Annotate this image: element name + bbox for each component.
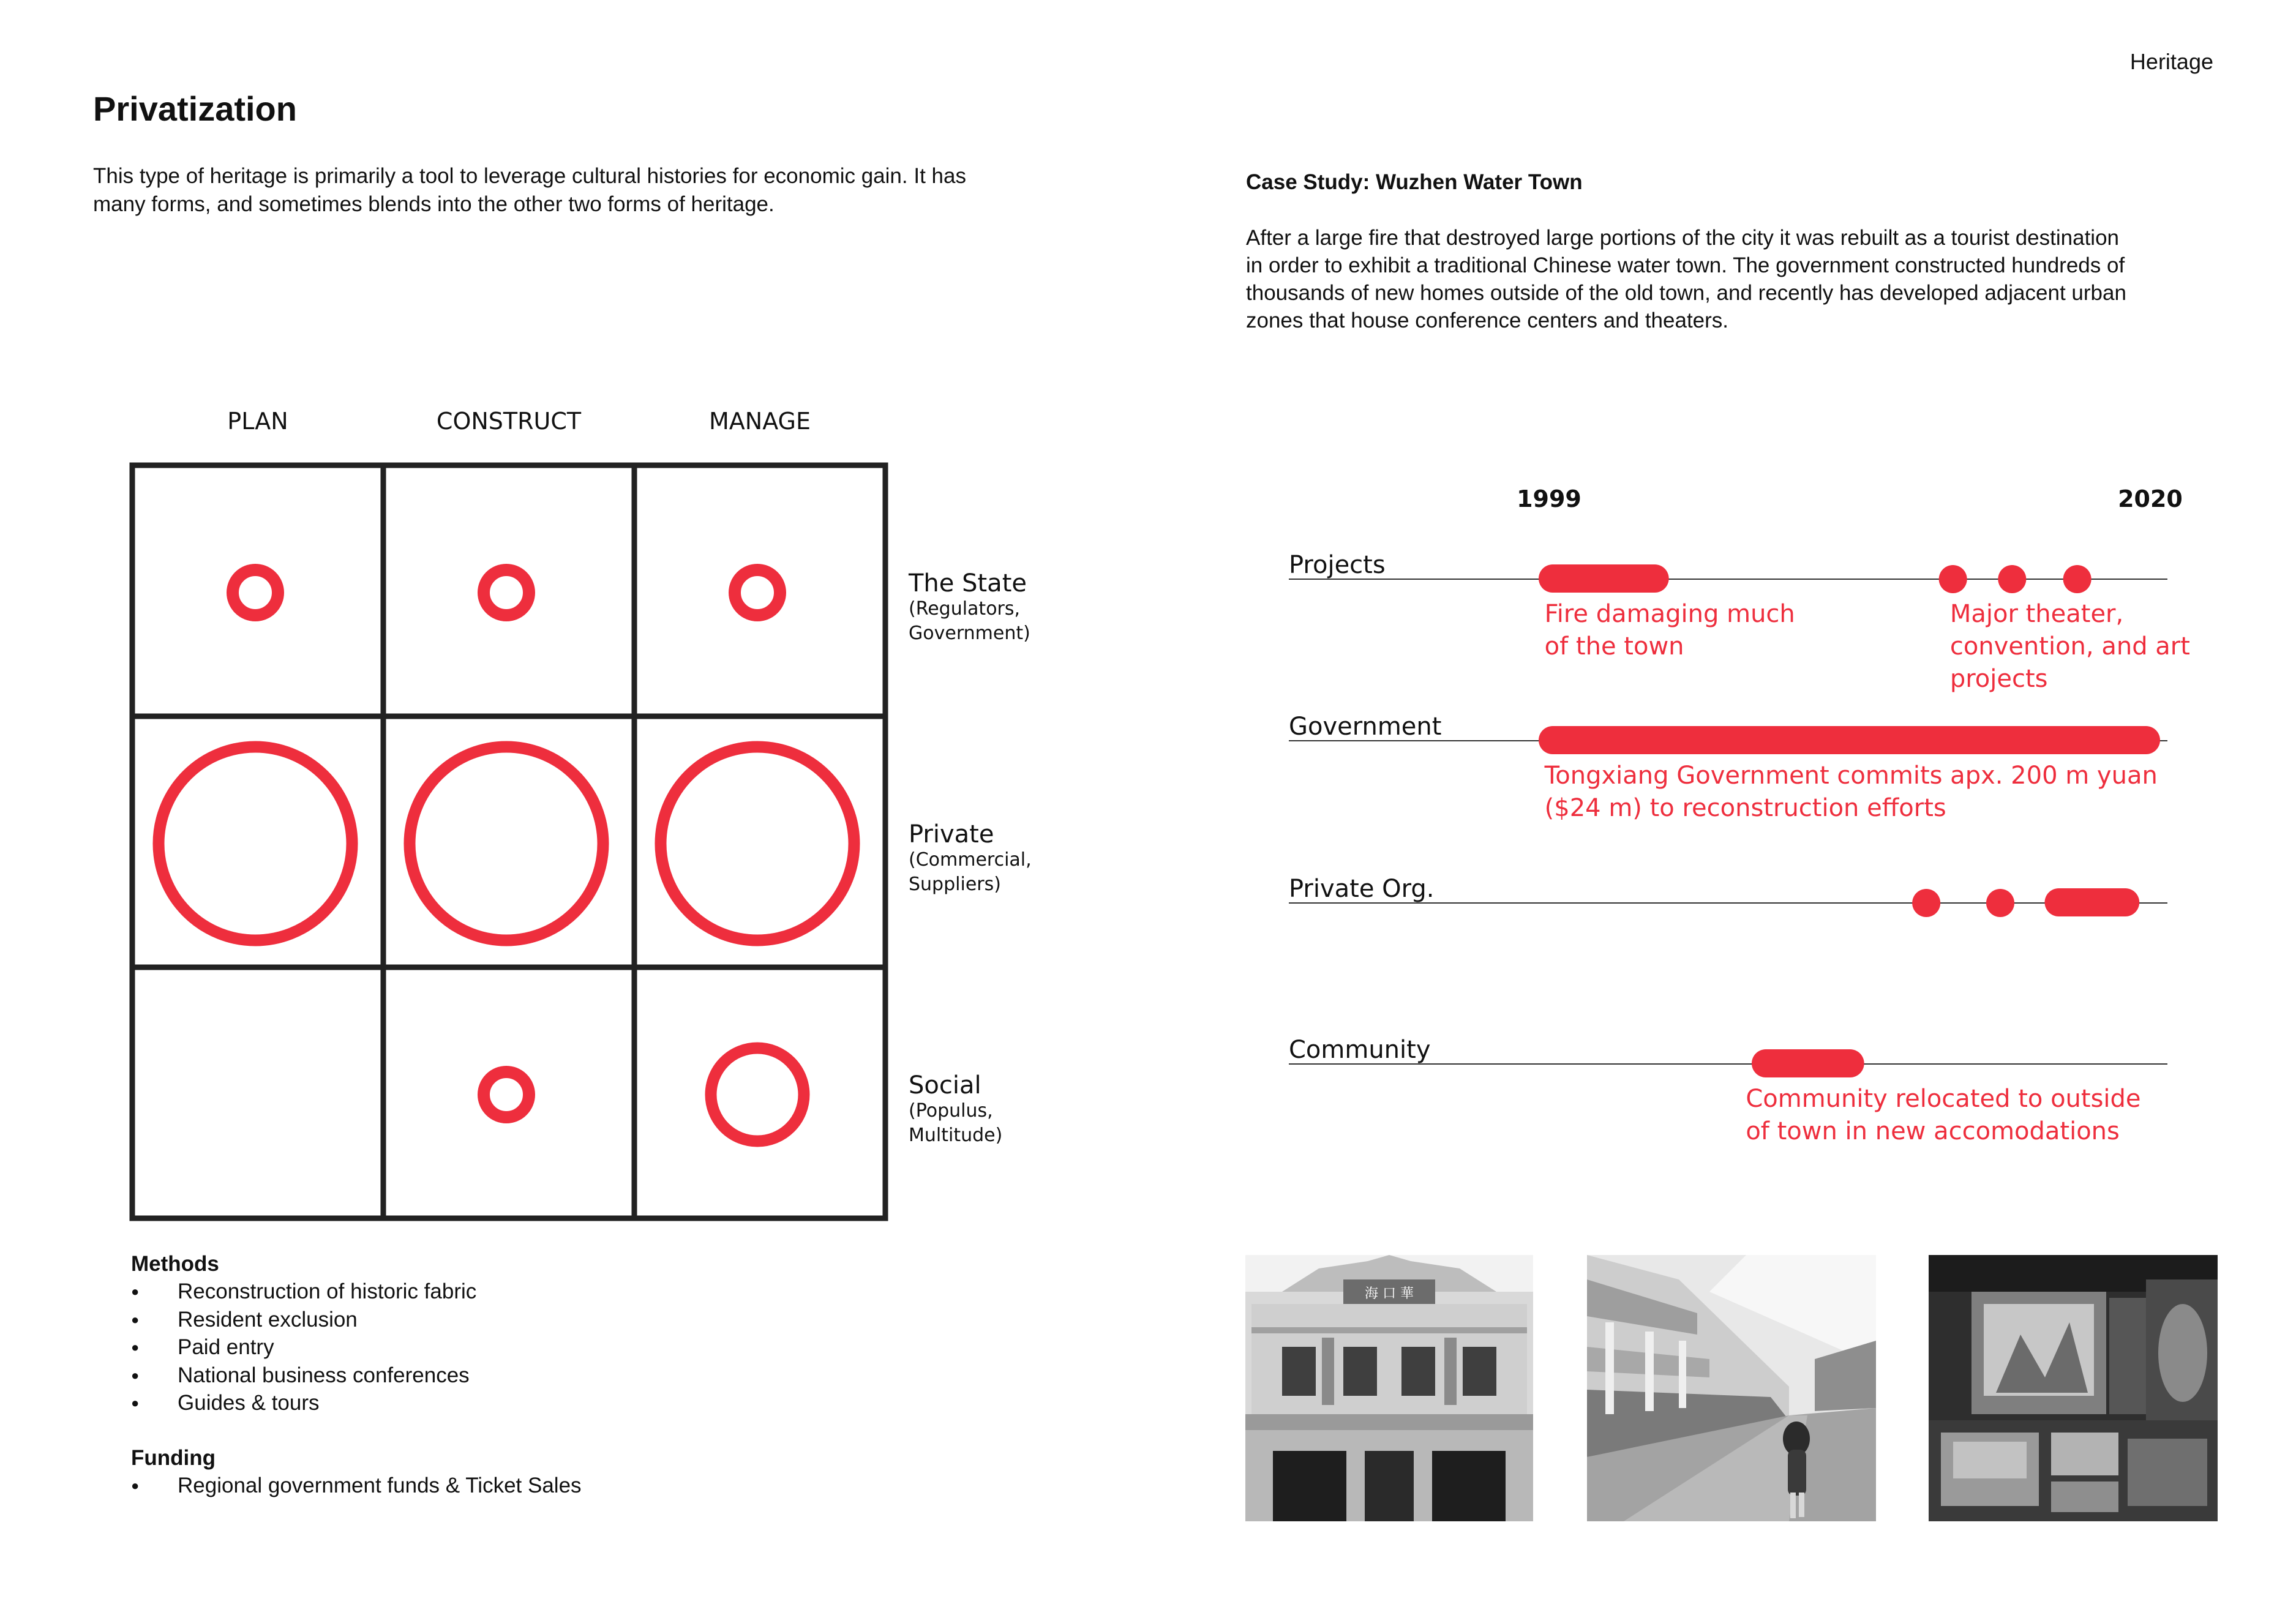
methods-list: [131, 1278, 1049, 1417]
timeline-note-line: Fire damaging much: [1544, 600, 1795, 628]
methods-heading: Methods: [131, 1252, 219, 1276]
case-study-line: After a large fire that destroyed large portions of the city it was rebuilt as a tourist destination: [1246, 226, 2120, 250]
timeline-bar: [1752, 1049, 1864, 1077]
track-label-government: Government: [1289, 713, 1442, 741]
involvement-circle-small: [735, 570, 780, 615]
building-facade-illustration: [1245, 1255, 1533, 1521]
header-label: Heritage: [2129, 49, 2213, 74]
timeline-bar: [1539, 564, 1669, 593]
track-label-private-org: Private Org.: [1289, 875, 1435, 903]
list-item: ● Regional government funds & Ticket Sales: [131, 1472, 1049, 1500]
involvement-circle-small: [484, 1072, 529, 1117]
street-illustration: [1587, 1255, 1876, 1521]
timeline-chart: [1225, 453, 2235, 1175]
page-title: Privatization: [93, 89, 297, 128]
list-item: ● National business conferences: [131, 1362, 1049, 1390]
timeline-bar: [2045, 888, 2140, 916]
track-label-projects: Projects: [1289, 551, 1386, 579]
timeline-note-line: Major theater,: [1949, 600, 2124, 628]
involvement-circle-small: [233, 570, 278, 615]
timeline-note-line: of the town: [1544, 632, 1684, 661]
timeline-bar: [1539, 726, 2160, 754]
case-study-title: Case Study: Wuzhen Water Town: [1246, 170, 1583, 194]
list-item: ● Reconstruction of historic fabric: [131, 1278, 1049, 1306]
involvement-circle-large: [661, 747, 854, 940]
row-label-social: Social: [909, 1071, 981, 1099]
row-sublabel: Suppliers): [909, 874, 1001, 895]
facade-sign: 海 口 華: [1365, 1286, 1414, 1302]
intro-line: This type of heritage is primarily a tool to leverage cultural histories for economic gain. It has: [93, 164, 966, 188]
involvement-circle-medium: [711, 1048, 804, 1141]
timeline-end-year: 2020: [2118, 485, 2183, 512]
timeline-dot: [1986, 889, 2014, 917]
photo-exhibit: [1929, 1255, 2218, 1521]
list-item: ● Resident exclusion: [131, 1306, 1049, 1334]
photo-building-facade: [1245, 1255, 1533, 1521]
row-label-private: Private: [909, 820, 994, 848]
timeline-note-line: projects: [1949, 665, 2048, 693]
case-study-line: in order to exhibit a traditional Chinese water town. The government constructed hundreds of: [1246, 253, 2125, 277]
timeline-note-line: ($24 m) to reconstruction efforts: [1544, 794, 1946, 822]
timeline-dot: [1912, 889, 1940, 917]
case-study-line: thousands of new homes outside of the old town, and recently has developed adjacent urban: [1246, 281, 2126, 305]
row-label-the-state: The State: [909, 569, 1027, 597]
timeline-dot: [1939, 565, 1967, 593]
row-sublabel: (Commercial,: [909, 849, 1032, 871]
timeline-dot: [2063, 565, 2092, 593]
timeline-note-line: Tongxiang Government commits apx. 200 m yuan: [1544, 762, 2158, 790]
exhibit-illustration: [1929, 1255, 2218, 1521]
list-item: ● Guides & tours: [131, 1389, 1049, 1417]
column-header-manage: MANAGE: [709, 408, 811, 435]
row-sublabel: (Populus,: [909, 1100, 993, 1122]
column-header-construct: CONSTRUCT: [436, 408, 582, 435]
photo-street: [1587, 1255, 1876, 1521]
case-study-body: [1246, 224, 2250, 334]
intro-line: many forms, and sometimes blends into the other two forms of heritage.: [93, 192, 775, 216]
case-study-line: zones that house conference centers and theaters.: [1246, 309, 1729, 332]
funding-heading: Funding: [131, 1446, 216, 1470]
involvement-circle-large: [159, 747, 352, 940]
timeline-note-line: convention, and art: [1949, 632, 2190, 661]
timeline-start-year: 1999: [1517, 485, 1581, 512]
list-item: ● Paid entry: [131, 1333, 1049, 1362]
actor-phase-matrix: [0, 0, 1102, 1237]
column-header-plan: PLAN: [227, 408, 288, 435]
funding-list: [131, 1472, 1049, 1500]
timeline-dot: [1998, 565, 2026, 593]
timeline-note-line: of town in new accomodations: [1746, 1117, 2120, 1145]
track-label-community: Community: [1289, 1036, 1431, 1064]
row-sublabel: Government): [909, 623, 1030, 644]
row-sublabel: (Regulators,: [909, 598, 1021, 620]
timeline-note-line: Community relocated to outside: [1746, 1085, 2141, 1113]
row-sublabel: Multitude): [909, 1125, 1003, 1146]
involvement-circle-large: [410, 747, 603, 940]
involvement-circle-small: [484, 570, 529, 615]
